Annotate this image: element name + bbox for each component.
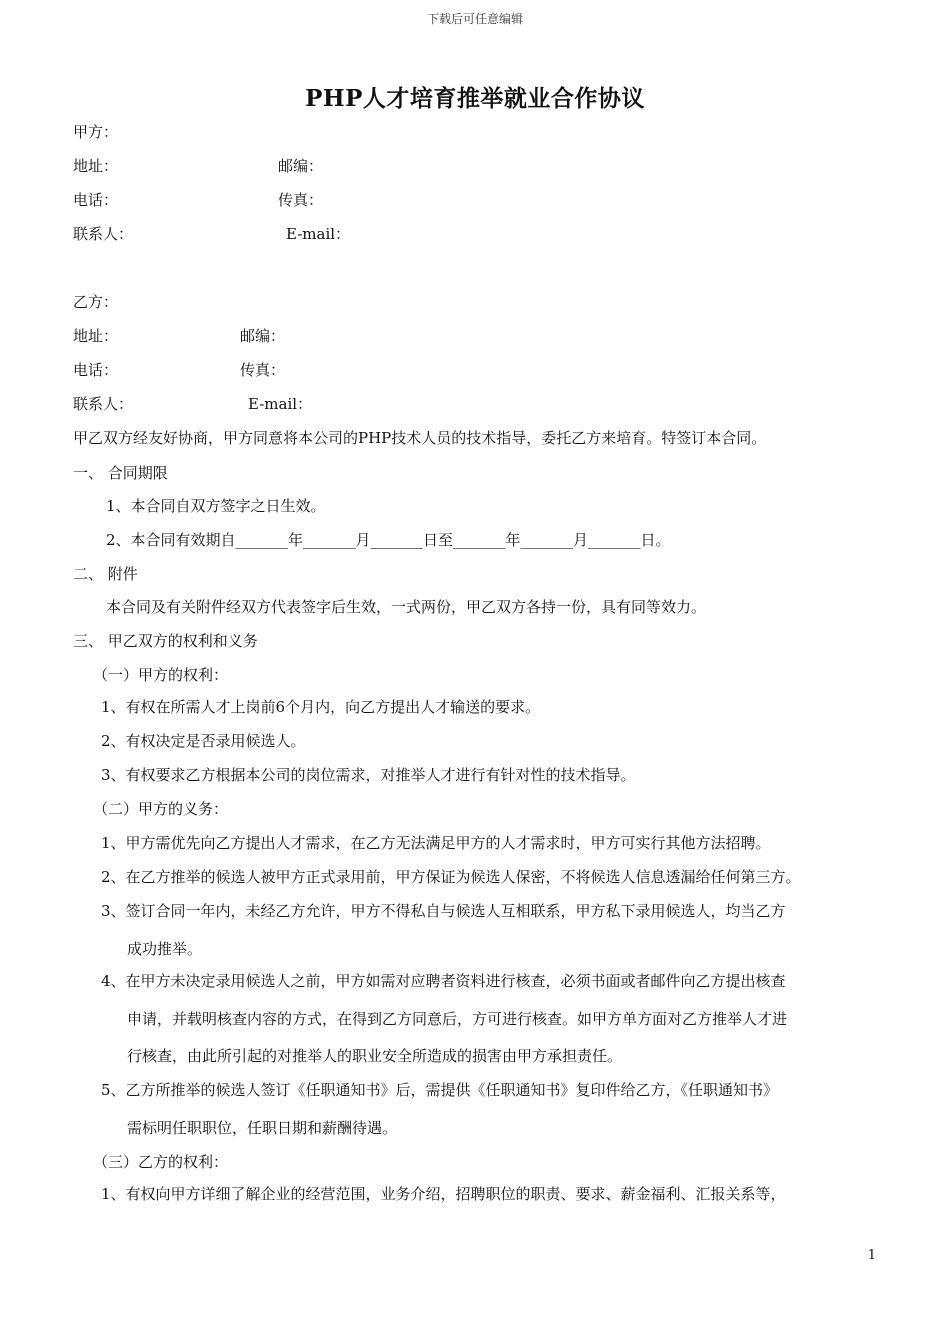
page-number: 1: [867, 1248, 876, 1263]
party-a-rights-item-3: 3、有权要求乙方根据本公司的岗位需求，对推举人才进行有针对性的技术指导。: [101, 766, 636, 784]
party-a-duties-heading: （二）甲方的义务：: [93, 800, 229, 818]
party-a-duties-item-3-line-2: 成功推举。: [127, 940, 203, 958]
party-a-duties-item-4-line-3: 行核查，由此所引起的对推举人的职业安全所造成的损害由甲方承担责任。: [127, 1047, 623, 1065]
intro-paragraph: 甲乙双方经友好协商，甲方同意将本公司的PHP技术人员的技术指导，委托乙方来培育。特签订本合同。: [73, 429, 767, 447]
section-2-body: 本合同及有关附件经双方代表签字后生效，一式两份，甲乙双方各持一份，具有同等效力。: [106, 598, 707, 616]
party-b-label: 乙方：: [73, 293, 119, 311]
party-a-duties-item-2: 2、在乙方推举的候选人被甲方正式录用前，甲方保证为候选人保密，不将候选人信息透漏给任何第三方。: [101, 868, 801, 886]
party-b-contact: 联系人：: [73, 395, 134, 413]
party-a-rights-item-2: 2、有权决定是否录用候选人。: [101, 732, 306, 750]
party-a-address: 地址：: [73, 157, 119, 175]
party-a-duties-item-1: 1、甲方需优先向乙方提出人才需求，在乙方无法满足甲方的人才需求时，甲方可实行其他方法招聘。: [101, 834, 771, 852]
page-header: 下载后可任意编辑: [426, 12, 523, 26]
party-a-phone: 电话：: [73, 191, 119, 209]
party-a-duties-item-5-line-2: 需标明任职职位，任职日期和薪酬待遇。: [127, 1119, 398, 1137]
party-a-duties-item-3-line-1: 3、签订合同一年内，未经乙方允许，甲方不得私自与候选人互相联系，甲方私下录用候选人，均当乙方: [101, 902, 786, 920]
party-b-postcode: 邮编：: [240, 327, 286, 345]
party-b-rights-item-1: 1、有权向甲方详细了解企业的经营范围，业务介绍，招聘职位的职责、要求、薪金福利、汇报关系等，: [101, 1185, 786, 1203]
section-1-item-1: 1、本合同自双方签字之日生效。: [106, 497, 326, 515]
section-2-heading: 二、 附件: [73, 565, 138, 583]
party-a-postcode: 邮编：: [278, 157, 324, 175]
party-a-rights-item-1: 1、有权在所需人才上岗前6个月内，向乙方提出人才输送的要求。: [101, 698, 541, 716]
party-a-email: E-mail：: [286, 225, 351, 243]
party-a-duties-item-4-line-1: 4、在甲方未决定录用候选人之前，甲方如需对应聘者资料进行核查，必须书面或者邮件向乙方提出核查: [101, 972, 786, 990]
section-3-heading: 三、 甲乙双方的权利和义务: [73, 632, 258, 650]
party-b-rights-heading: （三）乙方的权利：: [93, 1153, 229, 1171]
party-a-duties-item-5-line-1: 5、乙方所推举的候选人签订《任职通知书》后，需提供《任职通知书》复印件给乙方，《任职通知书》: [101, 1081, 779, 1099]
party-b-fax: 传真：: [240, 361, 286, 379]
party-b-email: E-mail：: [248, 395, 313, 413]
party-b-address: 地址：: [73, 327, 119, 345]
party-a-label: 甲方：: [73, 123, 119, 141]
document-title: PHP人才培育推举就业合作协议: [305, 85, 645, 112]
party-a-fax: 传真：: [278, 191, 324, 209]
party-b-phone: 电话：: [73, 361, 119, 379]
party-a-rights-heading: （一）甲方的权利：: [93, 666, 229, 684]
party-a-duties-item-4-line-2: 申请，并载明核查内容的方式，在得到乙方同意后，方可进行核查。如甲方单方面对乙方推举人才进: [127, 1010, 788, 1028]
section-1-heading: 一、 合同期限: [73, 464, 168, 482]
party-a-contact: 联系人：: [73, 225, 134, 243]
section-1-item-2: 2、本合同有效期自_______年_______月_______日至_______年_______月_______日。: [106, 531, 671, 549]
